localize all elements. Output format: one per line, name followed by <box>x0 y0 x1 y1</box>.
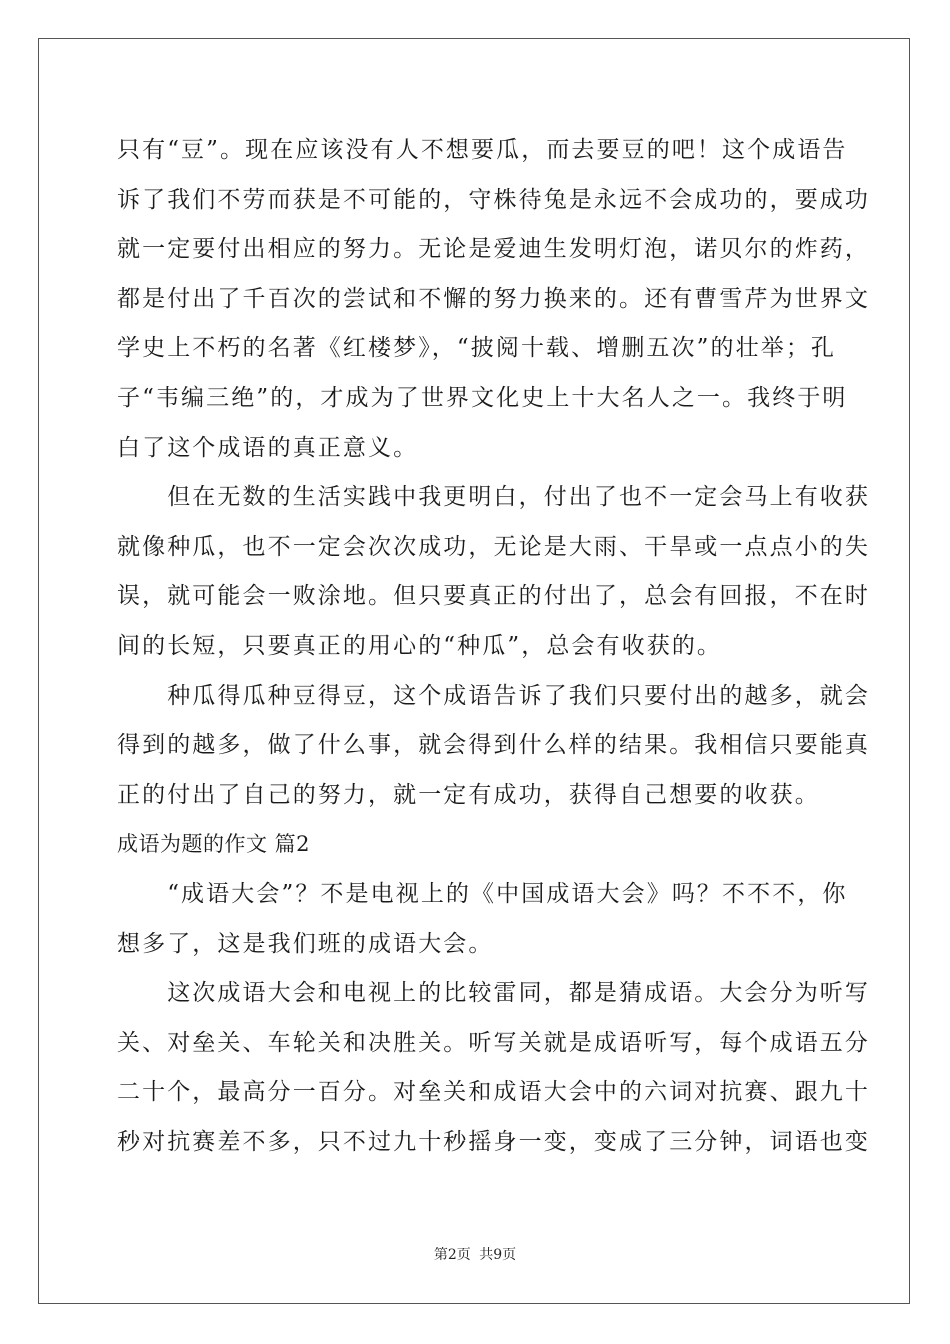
text-line: “成语大会”？不是电视上的《中国成语大会》吗？不不不，你 <box>117 880 848 907</box>
text-line: 间的长短，只要真正的用心的“种瓜”，总会有收获的。 <box>117 632 723 659</box>
document-body <box>117 126 870 1167</box>
text-line: 这次成语大会和电视上的比较雷同，都是猜成语。大会分为听写 <box>117 980 870 1007</box>
text-line: 关、对垒关、车轮关和决胜关。听写关就是成语听写，每个成语五分 <box>117 1029 870 1056</box>
text-line: 白了这个成语的真正意义。 <box>117 434 419 461</box>
page-number: 第2页 <box>433 1247 471 1263</box>
text-line: 都是付出了千百次的尝试和不懈的努力换来的。还有曹雪芹为世界文 <box>117 285 870 312</box>
text-line: 诉了我们不劳而获是不可能的，守株待兔是永远不会成功的，要成功 <box>117 186 870 213</box>
total-pages: 共9页 <box>479 1247 517 1263</box>
text-line: 就像种瓜，也不一定会次次成功，无论是大雨、干旱或一点点小的失 <box>117 533 870 560</box>
text-line: 只有“豆”。现在应该没有人不想要瓜，而去要豆的吧！这个成语告 <box>117 137 848 163</box>
text-line: 二十个，最高分一百分。对垒关和成语大会中的六词对抗赛、跟九十 <box>117 1079 870 1106</box>
page-footer <box>0 1244 950 1264</box>
text-line: 子“韦编三绝”的，才成为了世界文化史上十大名人之一。我终于明 <box>117 384 848 411</box>
text-line: 误，就可能会一败涂地。但只要真正的付出了，总会有回报，不在时 <box>117 583 870 610</box>
text-line: 想多了，这是我们班的成语大会。 <box>117 930 494 957</box>
text-line: 正的付出了自己的努力，就一定有成功，获得自己想要的收获。 <box>117 781 820 808</box>
text-line: 但在无数的生活实践中我更明白，付出了也不一定会马上有收获 <box>117 484 870 511</box>
text-line: 秒对抗赛差不多，只不过九十秒摇身一变，变成了三分钟，词语也变 <box>117 1128 870 1155</box>
text-line: 得到的越多，做了什么事，就会得到什么样的结果。我相信只要能真 <box>117 732 870 759</box>
section-title: 成语为题的作文 篇2 <box>117 832 311 857</box>
text-line: 就一定要付出相应的努力。无论是爱迪生发明灯泡，诺贝尔的炸药， <box>117 236 870 263</box>
text-line: 种瓜得瓜种豆得豆，这个成语告诉了我们只要付出的越多，就会 <box>117 682 870 709</box>
text-line: 学史上不朽的名著《红楼梦》，“披阅十载、增删五次”的壮举；孔 <box>117 335 837 362</box>
